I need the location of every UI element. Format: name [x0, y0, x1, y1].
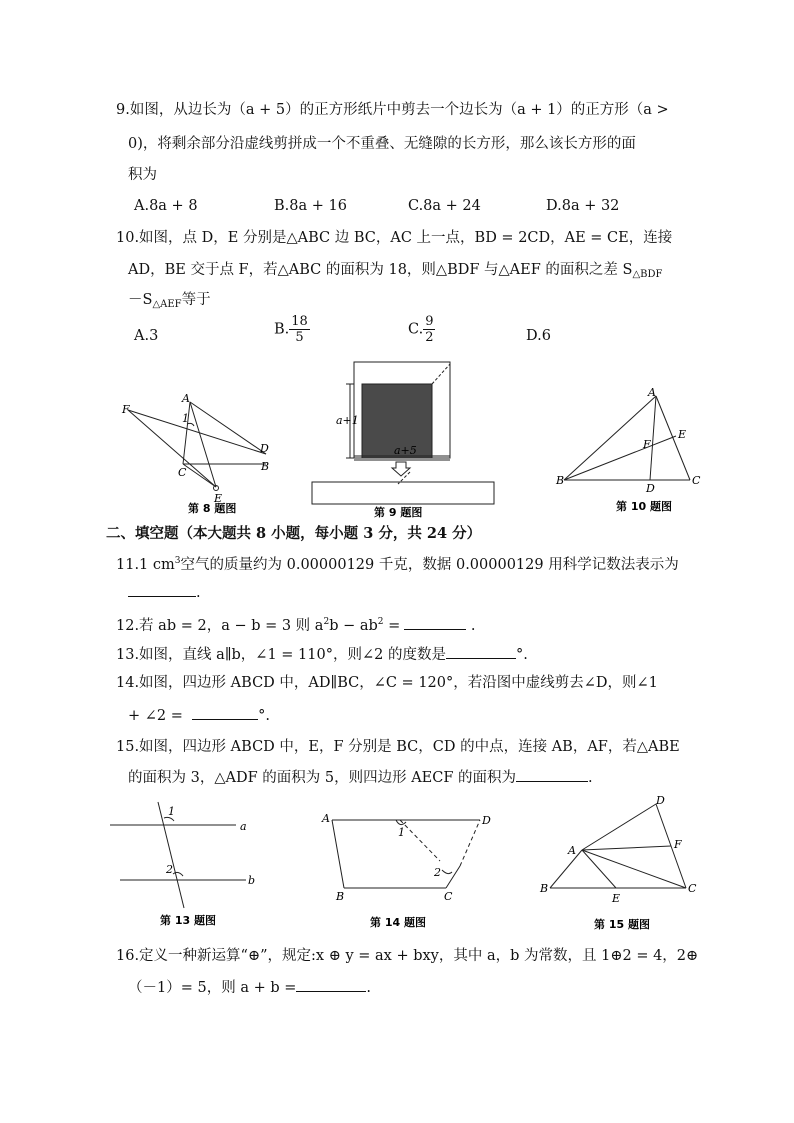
- q9-option-d: D.8a + 32: [546, 198, 620, 214]
- fig8-caption: 第 8 题图: [188, 502, 237, 515]
- figure-14: [318, 806, 498, 934]
- figure-15: [536, 792, 716, 934]
- figure-10: [556, 384, 716, 520]
- fig15-label-c: C: [688, 882, 697, 895]
- q12-answer-blank[interactable]: [404, 615, 466, 630]
- section-fill-in-title: 二、填空题（本大题共 8 小题，每小题 3 分，共 24 分）: [106, 525, 482, 542]
- q13-answer-blank[interactable]: [446, 644, 516, 659]
- q15-answer-blank[interactable]: [516, 767, 588, 782]
- q16-line1: 16.定义一种新运算“⊕”，规定:x ⊕ y = ax + bxy，其中 a，b 为常数，且 1⊕2 = 4，2⊕: [116, 948, 699, 964]
- q10-line3: $-S_{\triangle AEF}$等于: [128, 292, 211, 310]
- fig9-side-label: a+1: [336, 414, 359, 427]
- q12-line: 12.若 ab = 2，a − b = 3 则 $a^2b - ab^2$ = .: [116, 617, 476, 634]
- fig15-label-a: A: [568, 844, 576, 857]
- fig10-label-d: D: [646, 482, 655, 495]
- fig13-label-a: a: [240, 820, 247, 833]
- fig13-label-b: b: [248, 874, 256, 887]
- figure-8: [118, 380, 288, 520]
- q11-line2: .: [128, 582, 201, 603]
- fig14-label-1: 1: [398, 826, 405, 839]
- figure-9: [310, 360, 500, 520]
- fig8-label-c: C: [178, 466, 187, 479]
- q14-answer-blank[interactable]: [192, 705, 258, 720]
- q16-line2: （－1）= 5，则 a + b = .: [128, 977, 371, 998]
- fig8-label-a: A: [182, 392, 190, 405]
- fig9-caption: 第 9 题图: [374, 506, 423, 519]
- fig15-label-b: B: [540, 882, 549, 895]
- fig15-label-e: E: [612, 892, 621, 905]
- fig10-label-c: C: [692, 474, 701, 487]
- fig8-label-d: D: [260, 442, 269, 455]
- q10-option-b: B. $\frac{18}{5}$: [274, 314, 308, 345]
- fig14-caption: 第 14 题图: [370, 916, 426, 929]
- q9-option-c: C.8a + 24: [408, 198, 481, 214]
- sub-aef: △AEF: [152, 299, 182, 310]
- fig15-label-f: F: [674, 838, 682, 851]
- q9-line1: 9.如图，从边长为（a + 5）的正方形纸片中剪去一个边长为（a + 1）的正方形（a >: [116, 102, 669, 118]
- figure-13: [106, 800, 266, 928]
- q15-line2: 的面积为 3，△ADF 的面积为 5，则四边形 AECF 的面积为 .: [128, 767, 593, 788]
- fig14-label-c: C: [444, 890, 453, 903]
- fig9-bottom-label: a+5: [394, 444, 417, 457]
- fig13-caption: 第 13 题图: [160, 914, 216, 927]
- fig8-label-1: 1: [182, 412, 189, 425]
- fig10-label-a: A: [648, 386, 656, 399]
- q10-option-c: C. $\frac{9}{2}$: [408, 314, 434, 345]
- fig15-caption: 第 15 题图: [594, 918, 650, 931]
- fig15-label-d: D: [656, 794, 665, 807]
- fig8-label-e: E: [214, 492, 223, 505]
- q10-line1: 10.如图，点 D，E 分别是△ABC 边 BC，AC 上一点，BD = 2CD，AE = CE，连接: [116, 230, 673, 246]
- q16-answer-blank[interactable]: [296, 977, 366, 992]
- q11-answer-blank[interactable]: [128, 582, 196, 597]
- fig14-label-b: B: [336, 890, 345, 903]
- fig13-label-1: 1: [168, 805, 175, 818]
- q10-line2: AD，BE 交于点 F，若△ABC 的面积为 18，则△BDF 与△AEF 的面积之差 $S_{\triangle BDF}$: [128, 262, 663, 280]
- fig10-label-b: B: [556, 474, 565, 487]
- fig8-label-f: F: [122, 403, 130, 416]
- q14-line2: + ∠2 = °.: [128, 705, 270, 726]
- q9-line3: 积为: [128, 167, 157, 183]
- q9-option-a: A.8a + 8: [134, 198, 198, 214]
- q11-line1: 11.1 $cm^3$空气的质量约为 0.00000129 千克，数据 0.00000129 用科学记数法表示为: [116, 556, 679, 573]
- q10-option-d: D.6: [526, 328, 551, 344]
- sub-bdf: △BDF: [632, 269, 663, 280]
- fig8-label-b: B: [261, 460, 270, 473]
- q10-option-a: A.3: [134, 328, 159, 344]
- q13-line: 13.如图，直线 a∥b，∠1 = 110°，则∠2 的度数是 °.: [116, 644, 528, 665]
- q14-line1: 14.如图，四边形 ABCD 中，AD∥BC，∠C = 120°，若沿图中虚线剪去∠D，则∠1: [116, 675, 658, 691]
- q15-line1: 15.如图，四边形 ABCD 中，E，F 分别是 BC，CD 的中点，连接 AB，AF，若△ABE: [116, 739, 680, 755]
- fig14-label-a: A: [322, 812, 330, 825]
- fig13-label-2: 2: [166, 863, 173, 876]
- fig14-label-2: 2: [434, 866, 441, 879]
- fig10-caption: 第 10 题图: [616, 500, 672, 513]
- q9-line2: 0)，将剩余部分沿虚线剪拼成一个不重叠、无缝隙的长方形，那么该长方形的面: [128, 136, 636, 152]
- fig14-label-d: D: [482, 814, 491, 827]
- fig10-label-e: E: [678, 428, 687, 441]
- fig10-label-f: F: [643, 438, 651, 451]
- q9-option-b: B.8a + 16: [274, 198, 347, 214]
